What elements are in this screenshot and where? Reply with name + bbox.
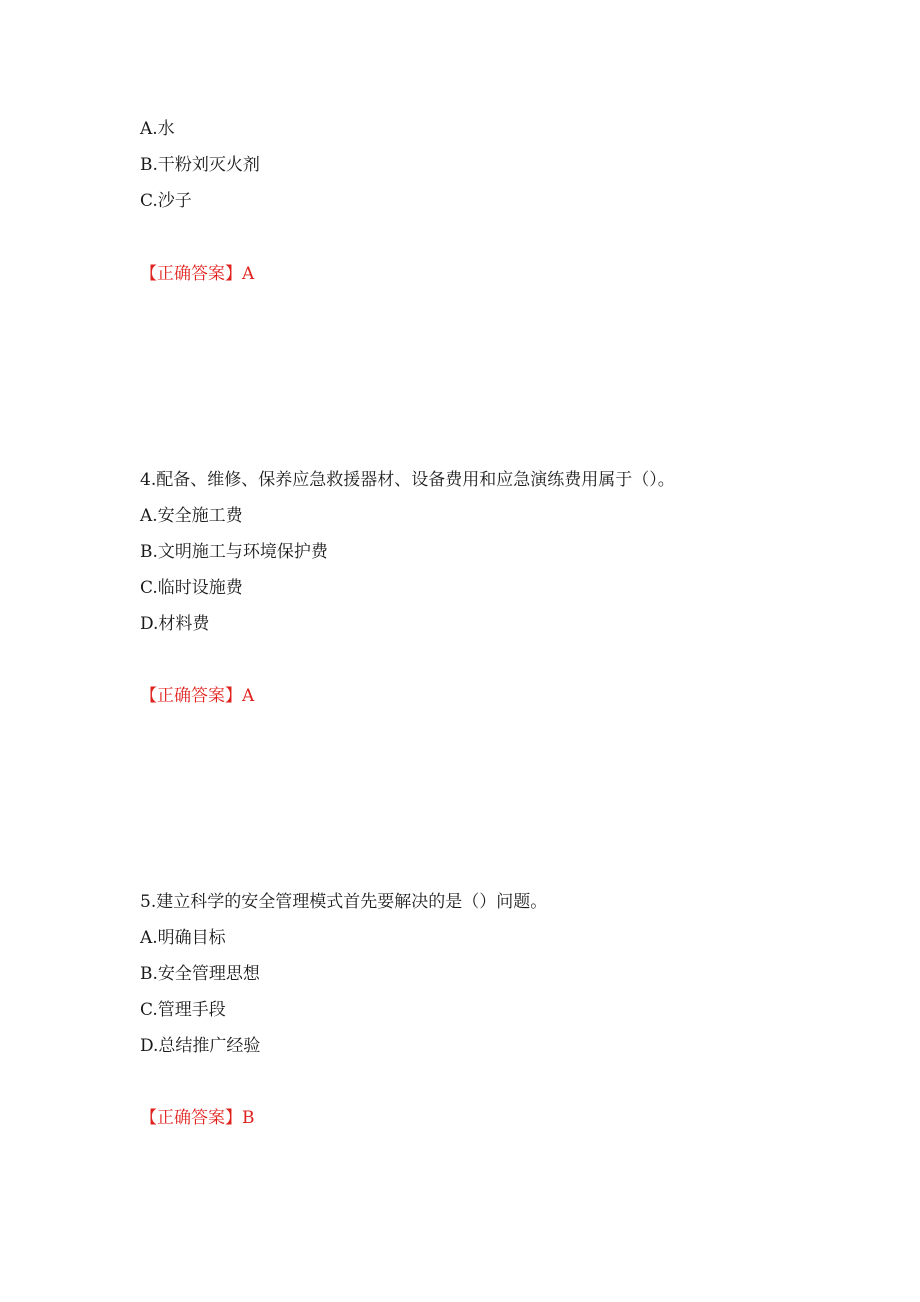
q5-option-d: D.总结推广经验 — [140, 1036, 261, 1056]
option-b: B.干粉刘灭火剂 — [140, 155, 260, 175]
q4-correct-answer-label: 【正确答案】 — [140, 686, 242, 706]
q5-correct-answer-value: B — [242, 1108, 255, 1128]
q5-option-c: C.管理手段 — [140, 1000, 226, 1020]
q5-correct-answer — [140, 1107, 255, 1129]
q4-correct-answer — [140, 685, 254, 707]
q4-option-b: B.文明施工与环境保护费 — [140, 542, 328, 562]
question-4-text: 4.配备、维修、保养应急救援器材、设备费用和应急演练费用属于（）。 — [140, 470, 675, 490]
question-5-text: 5.建立科学的安全管理模式首先要解决的是（）问题。 — [140, 892, 548, 912]
q4-option-a: A.安全施工费 — [140, 506, 243, 526]
q5-option-b: B.安全管理思想 — [140, 964, 260, 984]
option-c: C.沙子 — [140, 191, 192, 211]
q4-correct-answer-value: A — [242, 686, 255, 706]
correct-answer-label: 【正确答案】 — [140, 264, 242, 284]
option-a: A.水 — [140, 119, 175, 139]
q5-correct-answer-label: 【正确答案】 — [140, 1108, 242, 1128]
q5-option-a: A.明确目标 — [140, 928, 226, 948]
correct-answer — [140, 263, 254, 285]
q4-option-c: C.临时设施费 — [140, 578, 243, 598]
correct-answer-value: A — [242, 264, 255, 284]
q4-option-d: D.材料费 — [140, 614, 210, 634]
